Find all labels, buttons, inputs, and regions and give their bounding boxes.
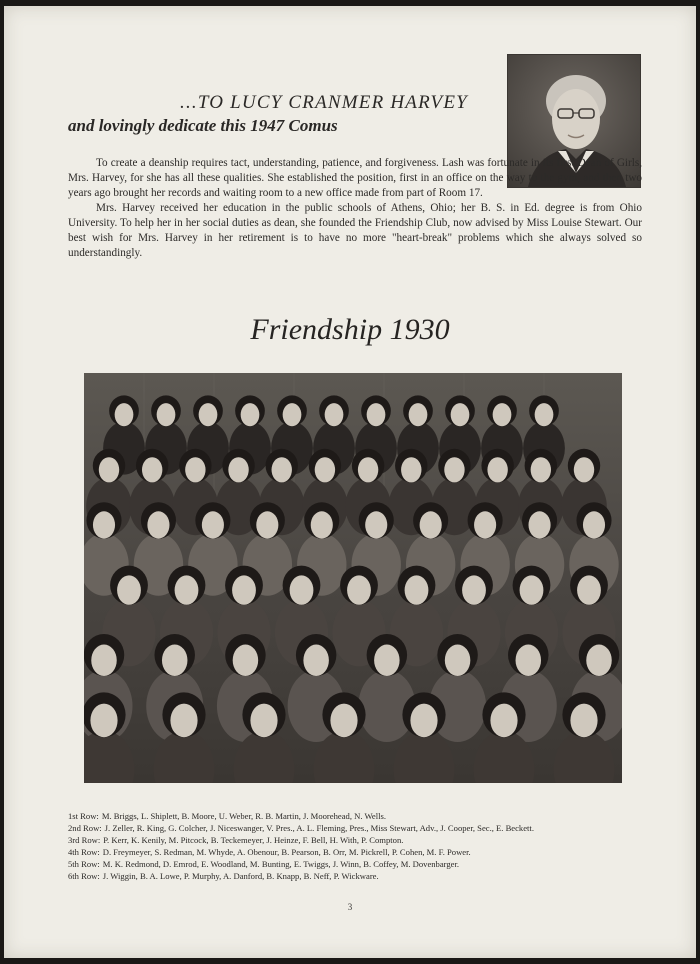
member-face: [315, 457, 335, 482]
caption-row-1: [68, 810, 648, 822]
caption-row-label: 2nd Row:: [68, 823, 102, 834]
caption-row-names: J. Zeller, R. King, G. Colcher, J. Niceswanger, V. Pres., A. L. Fleming, Pres., Miss Stewart, Adv., J. Cooper, Sec., E. Beckett.: [104, 823, 534, 834]
dedication-title: ...TO LUCY CRANMER HARVEY: [180, 92, 468, 113]
member-face: [516, 645, 542, 677]
member-face: [409, 403, 428, 426]
photo-captions: [68, 810, 648, 883]
member-face: [228, 457, 248, 482]
member-face: [199, 403, 218, 426]
caption-row-names: J. Wiggin, B. A. Lowe, P. Murphy, A. Danford, B. Knapp, B. Neff, P. Wickware.: [102, 871, 379, 882]
caption-row-names: P. Kerr, K. Kenily, M. Pitcock, B. Teckemeyer, J. Heinze, F. Bell, H. With, P. Compton.: [103, 835, 404, 846]
caption-row-label: 4th Row:: [68, 847, 100, 858]
member-face: [577, 575, 601, 604]
caption-row-names: M. Briggs, L. Shiplett, B. Moore, U. Weber, R. B. Martin, J. Moorehead, N. Wells.: [101, 811, 386, 821]
group-members: [84, 395, 622, 783]
caption-row-label: 6th Row:: [68, 871, 100, 882]
member-face: [250, 704, 277, 738]
member-face: [256, 511, 278, 538]
member-face: [90, 704, 117, 738]
member-face: [241, 403, 260, 426]
group-photo-image: [84, 373, 622, 783]
member-face: [365, 511, 387, 538]
paragraph-2: Mrs. Harvey received her education in the public schools of Athens, Ohio; her B. S. in Ed. degree is from Ohio University. To help her in her social duties as dean, she founded the Friendship Club, now advised by Miss Louise Stewart. Our best wish for Mrs. Harvey in her retirement is to have no more "heart-break" problems which she always solved so understandingly.: [68, 202, 642, 259]
caption-row-label: 3rd Row:: [68, 835, 101, 846]
member-face: [99, 457, 119, 482]
member-face: [570, 704, 597, 738]
caption-row-6: [68, 870, 648, 882]
member-face: [162, 645, 188, 677]
member-face: [232, 575, 256, 604]
member-face: [474, 511, 496, 538]
member-face: [325, 403, 344, 426]
caption-row-label: 1st Row:: [68, 811, 99, 821]
caption-row-names: D. Freymeyer, S. Redman, M. Whyde, A. Obenour, B. Pearson, B. Orr, M. Pickrell, P. Cohen, M. F. Power.: [102, 847, 471, 858]
member-face: [233, 645, 259, 677]
member-face: [147, 511, 169, 538]
member-face: [462, 575, 486, 604]
section-title: Friendship 1930: [250, 313, 450, 346]
member-face: [202, 511, 224, 538]
member-face: [420, 511, 442, 538]
caption-row-5: [68, 858, 648, 870]
caption-row-label: 5th Row:: [68, 859, 100, 870]
caption-row-names: M. K. Redmond, D. Emrod, E. Woodland, M. Bunting, E. Twiggs, J. Winn, B. Coffey, M. Dovenbarger.: [102, 859, 460, 870]
caption-row-2: [68, 822, 648, 834]
dedication-subtitle: and lovingly dedicate this 1947 Comus: [68, 116, 338, 135]
member-face: [586, 645, 612, 677]
member-face: [157, 403, 176, 426]
member-face: [115, 403, 134, 426]
dedication-text: [68, 156, 642, 261]
member-face: [358, 457, 378, 482]
member-face: [290, 575, 314, 604]
group-photo: [84, 373, 622, 783]
member-face: [347, 575, 371, 604]
member-face: [531, 457, 551, 482]
member-face: [311, 511, 333, 538]
member-face: [410, 704, 437, 738]
member-face: [142, 457, 162, 482]
member-face: [520, 575, 544, 604]
member-face: [367, 403, 386, 426]
member-face: [283, 403, 302, 426]
caption-row-3: [68, 834, 648, 846]
member-face: [401, 457, 421, 482]
member-face: [272, 457, 292, 482]
member-face: [490, 704, 517, 738]
paragraph-1: To create a deanship requires tact, understanding, patience, and forgiveness. Lash was fortunate in its first Dean of Girls, Mrs. Harvey, for she has all these qualities. She established the position, first in an office on the way to the gym, and then two years ago brought her records and waiting room to a new office made from part of Room 17.: [68, 157, 642, 199]
member-face: [91, 645, 117, 677]
member-face: [493, 403, 512, 426]
member-face: [574, 457, 594, 482]
member-face: [175, 575, 199, 604]
member-face: [487, 457, 507, 482]
member-face: [303, 645, 329, 677]
member-face: [170, 704, 197, 738]
member-face: [330, 704, 357, 738]
member-face: [374, 645, 400, 677]
page-number: 3: [347, 902, 353, 912]
member-face: [535, 403, 554, 426]
member-face: [185, 457, 205, 482]
member-face: [405, 575, 429, 604]
caption-row-4: [68, 846, 648, 858]
member-face: [93, 511, 115, 538]
member-face: [583, 511, 605, 538]
member-face: [445, 645, 471, 677]
member-face: [117, 575, 141, 604]
member-face: [529, 511, 551, 538]
yearbook-page: [4, 6, 696, 958]
member-face: [444, 457, 464, 482]
member-face: [451, 403, 470, 426]
